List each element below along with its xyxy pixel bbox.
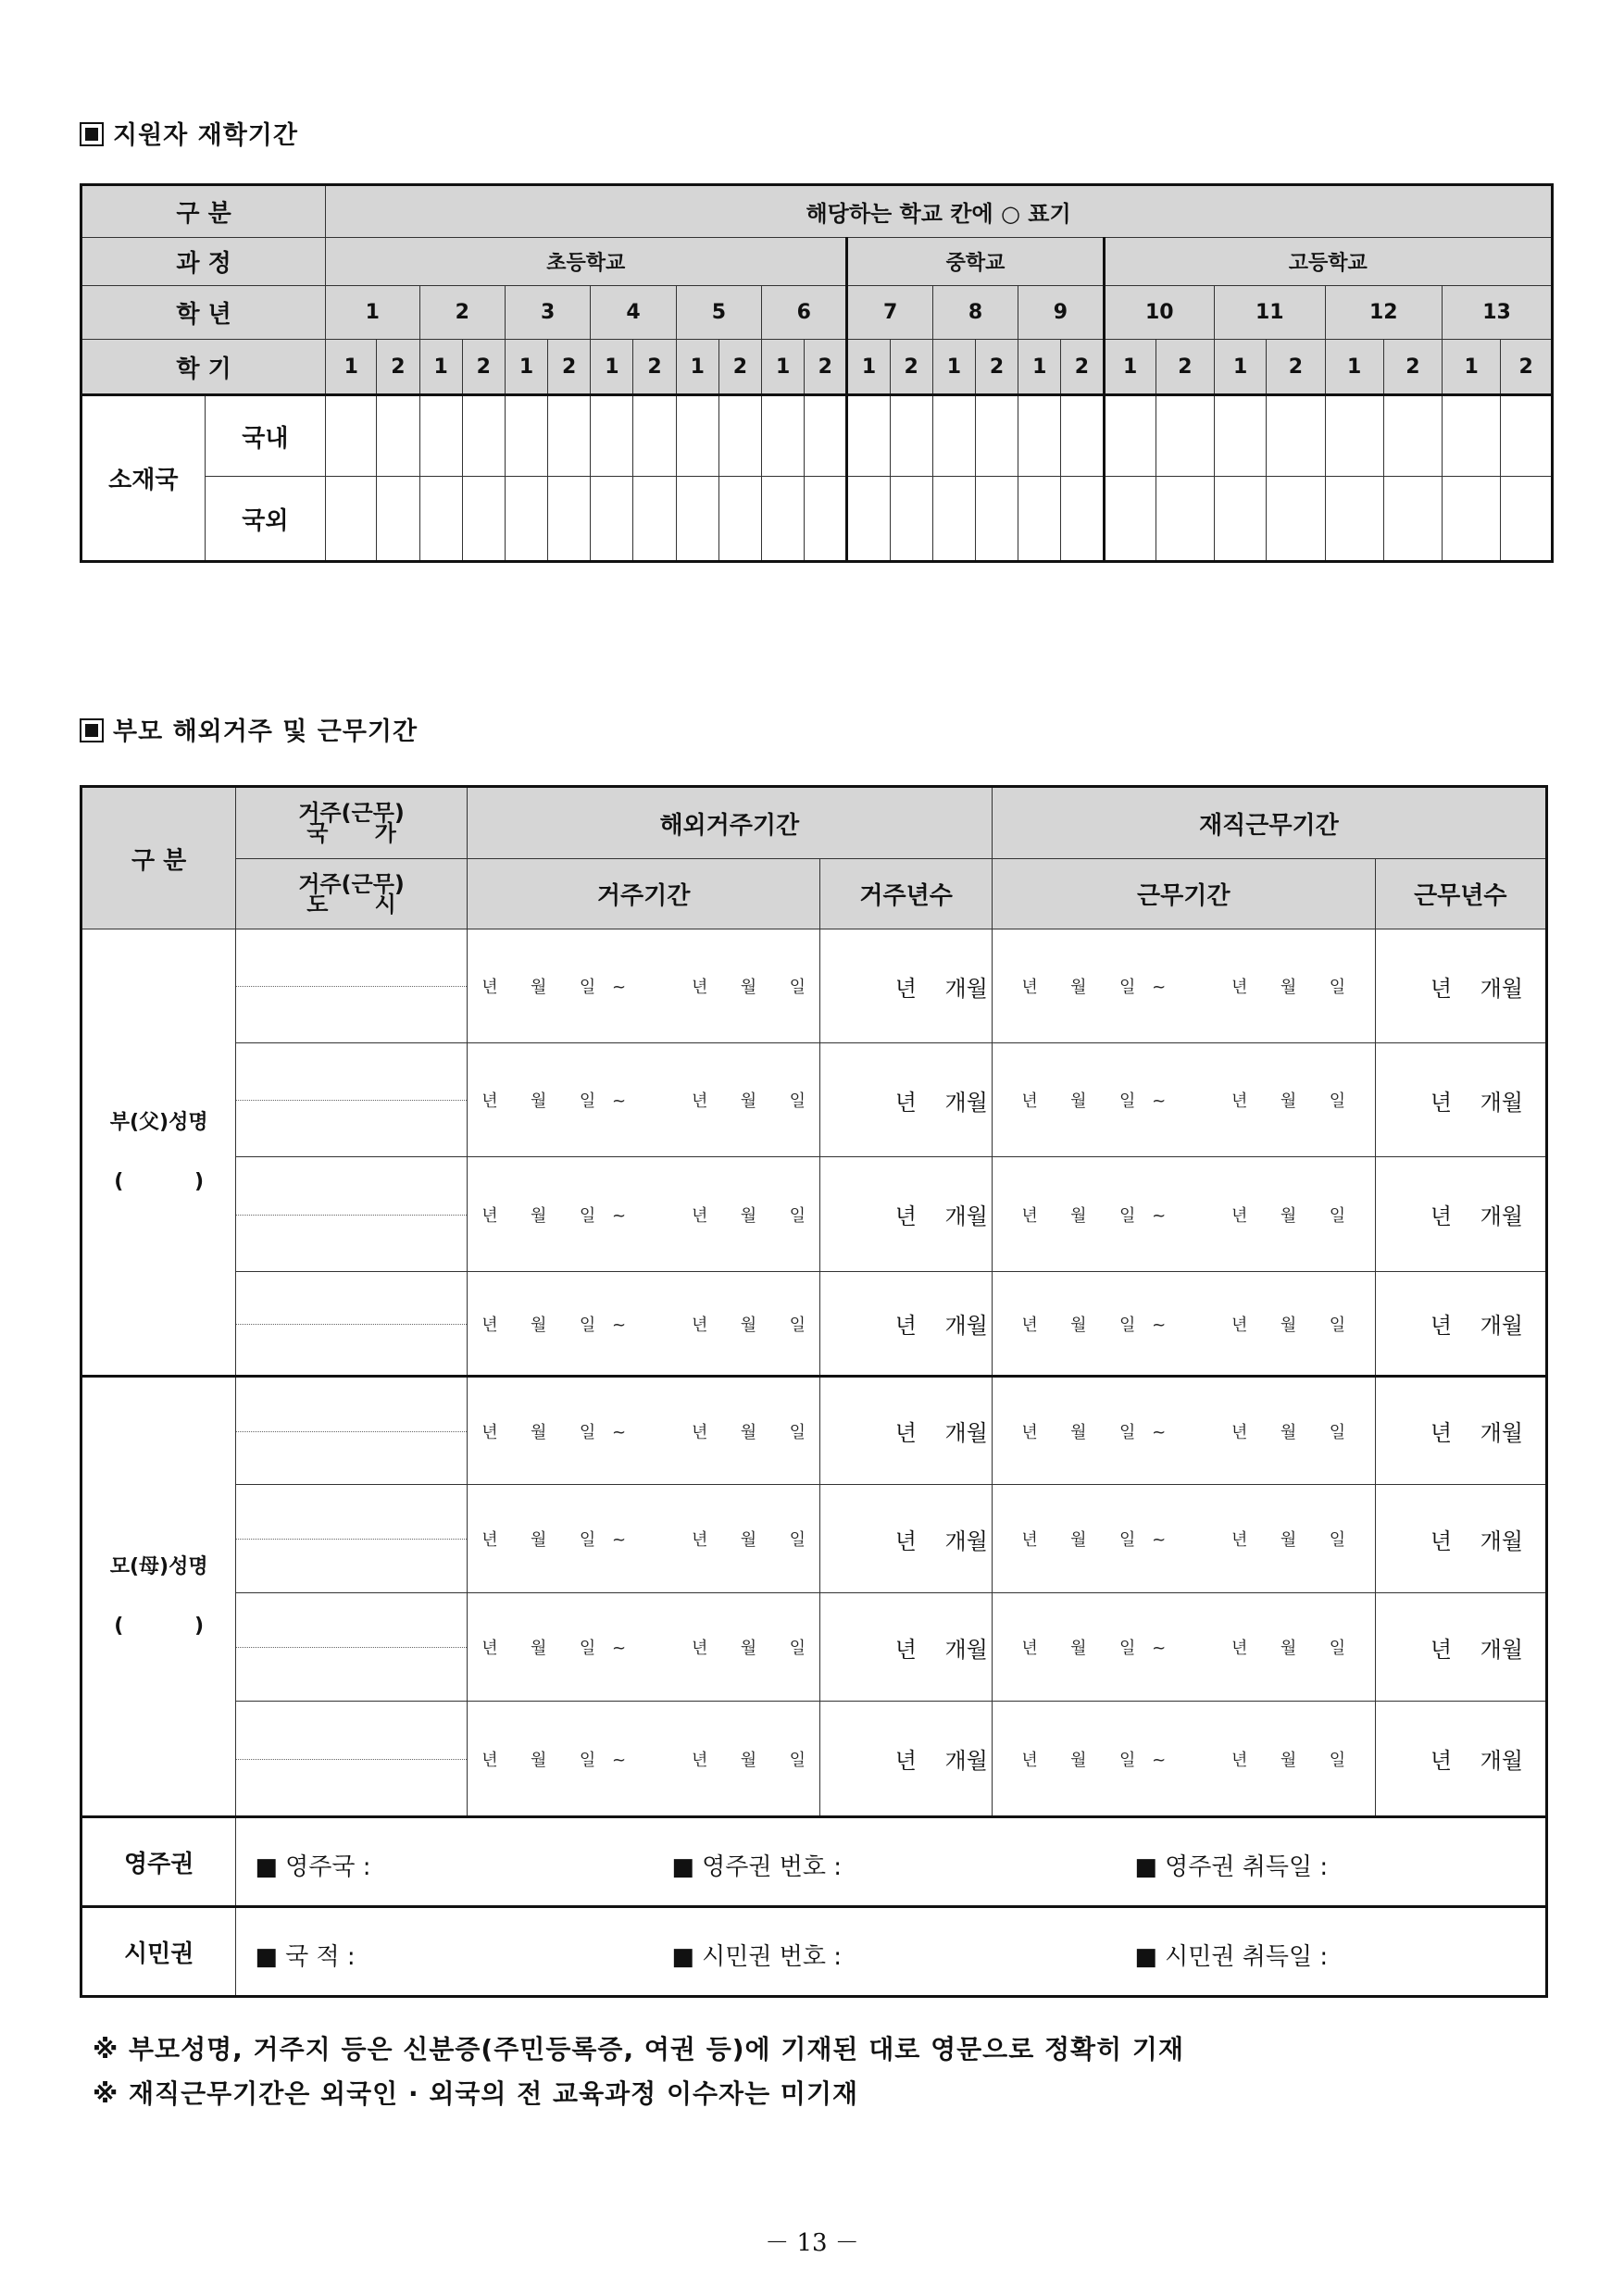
father-stay-period-2[interactable]	[467, 1043, 820, 1157]
father-stay-period-3[interactable]	[467, 1157, 820, 1272]
domestic-cell-1-1[interactable]	[326, 395, 377, 477]
father-work-years-1[interactable]	[1375, 929, 1546, 1043]
semester-7-2: 2	[890, 340, 932, 395]
father-work-years-2[interactable]	[1375, 1043, 1546, 1157]
page-number: － 13 －	[765, 2229, 859, 2257]
dotted-divider	[236, 986, 466, 987]
mother-stay-period-3[interactable]	[467, 1593, 820, 1702]
semester-12-1: 1	[1325, 340, 1383, 395]
domestic-cell-5-1[interactable]	[676, 395, 718, 477]
abroad-cell-9-1[interactable]	[1018, 477, 1061, 562]
domestic-cell-4-2[interactable]	[633, 395, 676, 477]
father-stay-years-1-text: 년 개월	[894, 975, 988, 1002]
mother-work-years-3-text: 년 개월	[1430, 1636, 1523, 1663]
father-stay-years-3[interactable]	[820, 1157, 992, 1272]
dotted-divider	[236, 1647, 466, 1648]
grade-11: 11	[1215, 286, 1326, 340]
father-work-period-2[interactable]	[992, 1043, 1375, 1157]
mother-stay-period-2[interactable]	[467, 1485, 820, 1593]
father-work-years-4[interactable]	[1375, 1272, 1546, 1377]
square-bullet-icon	[80, 122, 104, 146]
mother-stay-years-2[interactable]	[820, 1485, 992, 1593]
permanent-residency-fields	[236, 1817, 1547, 1907]
mother-country-city-input-3[interactable]	[236, 1593, 467, 1702]
mother-work-years-2-text: 년 개월	[1430, 1528, 1523, 1554]
domestic-label: 국내	[205, 395, 326, 477]
semester-1-1: 1	[326, 340, 377, 395]
semester-10-2: 2	[1156, 340, 1214, 395]
father-stay-years-3-text: 년 개월	[894, 1204, 988, 1229]
semester-3-2: 2	[548, 340, 591, 395]
domestic-cell-8-2[interactable]	[975, 395, 1018, 477]
work-years-header: 근무년수	[1375, 859, 1546, 929]
father-work-period-2-text: 년 월 일 ~ 년 월 일	[1021, 1091, 1346, 1111]
abroad-cell-9-2[interactable]	[1061, 477, 1104, 562]
abroad-cell-2-1[interactable]	[419, 477, 462, 562]
city-header-bottom: 도 시	[306, 891, 396, 917]
domestic-cell-7-2[interactable]	[890, 395, 932, 477]
instruction-header: 해당하는 학교 칸에 ○ 표기	[326, 185, 1553, 238]
abroad-cell-8-2[interactable]	[975, 477, 1018, 562]
abroad-cell-13-1[interactable]	[1443, 477, 1501, 562]
semester-6-1: 1	[762, 340, 805, 395]
mother-stay-years-4[interactable]	[820, 1702, 992, 1817]
mother-stay-period-4-text: 년 월 일 ~ 년 월 일	[481, 1750, 806, 1770]
mother-work-period-2[interactable]	[992, 1485, 1375, 1593]
father-work-period-1[interactable]	[992, 929, 1375, 1043]
semester-4-1: 1	[591, 340, 633, 395]
school-elementary: 초등학교	[326, 238, 847, 286]
father-work-years-4-text: 년 개월	[1430, 1313, 1523, 1339]
father-name-paren: ( )	[114, 1169, 204, 1193]
father-stay-years-4-text: 년 개월	[894, 1313, 988, 1339]
mother-stay-years-1[interactable]	[820, 1377, 992, 1485]
abroad-cell-8-1[interactable]	[932, 477, 975, 562]
semester-7-1: 1	[847, 340, 890, 395]
mother-work-years-2[interactable]	[1375, 1485, 1546, 1593]
abroad-cell-5-2[interactable]	[718, 477, 761, 562]
father-work-period-3[interactable]	[992, 1157, 1375, 1272]
domestic-cell-2-2[interactable]	[462, 395, 505, 477]
section-title-text: 지원자 재학기간	[113, 121, 298, 150]
father-stay-period-3-text: 년 월 일 ~ 년 월 일	[481, 1205, 806, 1226]
semester-6-2: 2	[805, 340, 847, 395]
permanent-residency-label: 영주권	[81, 1817, 236, 1907]
semester-8-1: 1	[932, 340, 975, 395]
mother-country-city-input-1[interactable]	[236, 1377, 467, 1485]
section-title-text: 부모 해외거주 및 근무기간	[113, 717, 418, 746]
domestic-cell-7-1[interactable]	[847, 395, 890, 477]
mother-stay-years-4-text: 년 개월	[894, 1748, 988, 1774]
domestic-cell-13-2[interactable]	[1501, 395, 1553, 477]
mother-work-period-4[interactable]	[992, 1702, 1375, 1817]
mother-work-years-1-text: 년 개월	[1430, 1420, 1523, 1446]
mother-country-city-input-2[interactable]	[236, 1485, 467, 1593]
father-stay-period-1[interactable]	[467, 929, 820, 1043]
semester-10-1: 1	[1104, 340, 1156, 395]
abroad-cell-10-1[interactable]	[1104, 477, 1156, 562]
semester-11-1: 1	[1215, 340, 1267, 395]
semester-5-1: 1	[676, 340, 718, 395]
dotted-divider	[236, 1539, 466, 1540]
mother-name-cell[interactable]	[81, 1377, 236, 1817]
domestic-cell-6-2[interactable]	[805, 395, 847, 477]
country-header-bottom: 국 가	[306, 820, 396, 846]
abroad-cell-7-1[interactable]	[847, 477, 890, 562]
permanent-country-field[interactable]: ■ 영주국 :	[255, 1853, 371, 1881]
citizenship-fields	[236, 1907, 1547, 1997]
dotted-divider	[236, 1100, 466, 1101]
abroad-cell-6-1[interactable]	[762, 477, 805, 562]
mother-work-period-3[interactable]	[992, 1593, 1375, 1702]
abroad-cell-10-2[interactable]	[1156, 477, 1214, 562]
city-header	[236, 859, 467, 929]
abroad-cell-12-2[interactable]	[1383, 477, 1442, 562]
country-label: 소재국	[81, 395, 206, 562]
mother-stay-years-2-text: 년 개월	[894, 1528, 988, 1554]
grade-7: 7	[847, 286, 932, 340]
grade-2: 2	[419, 286, 505, 340]
mother-stay-years-3-text: 년 개월	[894, 1636, 988, 1663]
abroad-cell-11-2[interactable]	[1267, 477, 1325, 562]
mother-stay-years-3[interactable]	[820, 1593, 992, 1702]
mother-stay-period-2-text: 년 월 일 ~ 년 월 일	[481, 1530, 806, 1550]
mother-work-period-1[interactable]	[992, 1377, 1375, 1485]
mother-stay-period-4[interactable]	[467, 1702, 820, 1817]
father-work-years-3[interactable]	[1375, 1157, 1546, 1272]
note-1: ※ 부모성명, 거주지 등은 신분증(주민등록증, 여권 등)에 기재된 대로 영문으로 정확히 기재	[93, 2034, 1185, 2064]
semester-2-2: 2	[462, 340, 505, 395]
mother-stay-years-1-text: 년 개월	[894, 1420, 988, 1446]
school-middle: 중학교	[847, 238, 1104, 286]
citizenship-date-field[interactable]: ■ 시민권 취득일 :	[1134, 1943, 1329, 1971]
father-work-period-4-text: 년 월 일 ~ 년 월 일	[1021, 1315, 1346, 1335]
grade-3: 3	[505, 286, 590, 340]
father-work-period-3-text: 년 월 일 ~ 년 월 일	[1021, 1205, 1346, 1226]
semester-9-1: 1	[1018, 340, 1061, 395]
father-country-city-input-3[interactable]	[236, 1157, 467, 1272]
father-name-cell[interactable]	[81, 929, 236, 1377]
domestic-cell-3-2[interactable]	[548, 395, 591, 477]
semester-4-2: 2	[633, 340, 676, 395]
father-work-years-3-text: 년 개월	[1430, 1204, 1523, 1229]
citizenship-label: 시민권	[81, 1907, 236, 1997]
permanent-number-field[interactable]: ■ 영주권 번호 :	[671, 1853, 843, 1881]
permanent-date-field[interactable]: ■ 영주권 취득일 :	[1134, 1853, 1329, 1881]
domestic-cell-3-1[interactable]	[505, 395, 547, 477]
grade-4: 4	[591, 286, 676, 340]
grade-8: 8	[932, 286, 1018, 340]
father-work-years-2-text: 년 개월	[1430, 1089, 1523, 1116]
grade-10: 10	[1104, 286, 1215, 340]
abroad-cell-6-2[interactable]	[805, 477, 847, 562]
abroad-cell-4-1[interactable]	[591, 477, 633, 562]
mother-work-period-2-text: 년 월 일 ~ 년 월 일	[1021, 1530, 1346, 1550]
mother-work-period-1-text: 년 월 일 ~ 년 월 일	[1021, 1422, 1346, 1442]
abroad-cell-13-2[interactable]	[1501, 477, 1553, 562]
father-stay-years-1[interactable]	[820, 929, 992, 1043]
father-name-label: 부(父)성명	[109, 1110, 208, 1134]
domestic-cell-9-2[interactable]	[1061, 395, 1104, 477]
father-country-city-input-2[interactable]	[236, 1043, 467, 1157]
grade-13: 13	[1443, 286, 1553, 340]
mother-work-years-4-text: 년 개월	[1430, 1748, 1523, 1774]
semester-header: 학 기	[81, 340, 326, 395]
domestic-cell-13-1[interactable]	[1443, 395, 1501, 477]
domestic-cell-8-1[interactable]	[932, 395, 975, 477]
mother-work-years-1[interactable]	[1375, 1377, 1546, 1485]
course-header: 과 정	[81, 238, 326, 286]
father-work-period-4[interactable]	[992, 1272, 1375, 1377]
semester-8-2: 2	[975, 340, 1018, 395]
domestic-cell-11-2[interactable]	[1267, 395, 1325, 477]
semester-3-1: 1	[505, 340, 547, 395]
semester-9-2: 2	[1061, 340, 1104, 395]
citizenship-number-field[interactable]: ■ 시민권 번호 :	[671, 1943, 843, 1971]
domestic-cell-5-2[interactable]	[718, 395, 761, 477]
stay-years-header: 거주년수	[820, 859, 992, 929]
mother-work-years-3[interactable]	[1375, 1593, 1546, 1702]
father-stay-years-4[interactable]	[820, 1272, 992, 1377]
mother-work-years-4[interactable]	[1375, 1702, 1546, 1817]
abroad-cell-3-1[interactable]	[505, 477, 547, 562]
father-work-years-1-text: 년 개월	[1430, 975, 1523, 1002]
residence-period-header: 해외거주기간	[467, 787, 992, 859]
stay-period-header: 거주기간	[467, 859, 820, 929]
abroad-cell-5-1[interactable]	[676, 477, 718, 562]
abroad-cell-7-2[interactable]	[890, 477, 932, 562]
abroad-label: 국외	[205, 477, 326, 562]
mother-work-period-3-text: 년 월 일 ~ 년 월 일	[1021, 1639, 1346, 1658]
dotted-divider	[236, 1759, 466, 1760]
mother-name-label: 모(母)성명	[109, 1554, 208, 1578]
domestic-cell-10-2[interactable]	[1156, 395, 1214, 477]
country-header-top: 거주(근무)	[298, 800, 405, 826]
grade-9: 9	[1018, 286, 1104, 340]
grade-12: 12	[1325, 286, 1443, 340]
father-stay-years-2-text: 년 개월	[894, 1089, 988, 1116]
domestic-cell-10-1[interactable]	[1104, 395, 1156, 477]
city-header-top: 거주(근무)	[298, 870, 405, 897]
work-term-header: 근무기간	[992, 859, 1375, 929]
semester-2-1: 1	[419, 340, 462, 395]
category-header: 구 분	[81, 787, 236, 929]
domestic-cell-9-1[interactable]	[1018, 395, 1061, 477]
semester-12-2: 2	[1383, 340, 1442, 395]
dotted-divider	[236, 1215, 466, 1216]
dotted-divider	[236, 1431, 466, 1432]
semester-1-2: 2	[377, 340, 419, 395]
abroad-cell-1-1[interactable]	[326, 477, 377, 562]
school-high: 고등학교	[1104, 238, 1552, 286]
dotted-divider	[236, 1324, 466, 1325]
square-bullet-icon	[80, 718, 104, 742]
mother-stay-period-1-text: 년 월 일 ~ 년 월 일	[481, 1422, 806, 1442]
domestic-cell-4-1[interactable]	[591, 395, 633, 477]
father-stay-period-1-text: 년 월 일 ~ 년 월 일	[481, 978, 806, 997]
grade-1: 1	[326, 286, 419, 340]
domestic-cell-6-1[interactable]	[762, 395, 805, 477]
note-2: ※ 재직근무기간은 외국인 · 외국의 전 교육과정 이수자는 미기재	[93, 2078, 859, 2109]
father-stay-period-4-text: 년 월 일 ~ 년 월 일	[481, 1315, 806, 1335]
abroad-cell-12-1[interactable]	[1325, 477, 1383, 562]
nationality-field[interactable]: ■ 국 적 :	[255, 1943, 356, 1971]
abroad-cell-4-2[interactable]	[633, 477, 676, 562]
abroad-cell-2-2[interactable]	[462, 477, 505, 562]
enrollment-table	[80, 183, 1554, 563]
section-title-enrollment	[80, 115, 298, 151]
mother-country-city-input-4[interactable]	[236, 1702, 467, 1817]
father-stay-period-4[interactable]	[467, 1272, 820, 1377]
abroad-cell-1-2[interactable]	[377, 477, 419, 562]
work-period-header: 재직근무기간	[992, 787, 1546, 859]
domestic-cell-11-1[interactable]	[1215, 395, 1267, 477]
father-work-period-1-text: 년 월 일 ~ 년 월 일	[1021, 978, 1346, 997]
semester-13-2: 2	[1501, 340, 1553, 395]
grade-6: 6	[762, 286, 847, 340]
domestic-cell-1-2[interactable]	[377, 395, 419, 477]
domestic-cell-12-2[interactable]	[1383, 395, 1442, 477]
country-header	[236, 787, 467, 859]
abroad-cell-3-2[interactable]	[548, 477, 591, 562]
grade-header: 학 년	[81, 286, 326, 340]
semester-11-2: 2	[1267, 340, 1325, 395]
father-stay-years-2[interactable]	[820, 1043, 992, 1157]
abroad-cell-11-1[interactable]	[1215, 477, 1267, 562]
mother-work-period-4-text: 년 월 일 ~ 년 월 일	[1021, 1750, 1346, 1770]
mother-stay-period-1[interactable]	[467, 1377, 820, 1485]
grade-5: 5	[676, 286, 761, 340]
domestic-cell-12-1[interactable]	[1325, 395, 1383, 477]
father-stay-period-2-text: 년 월 일 ~ 년 월 일	[481, 1091, 806, 1111]
mother-name-paren: ( )	[114, 1614, 204, 1638]
category-header: 구 분	[81, 185, 326, 238]
semester-5-2: 2	[718, 340, 761, 395]
section-title-parents	[80, 711, 418, 747]
father-country-city-input-1[interactable]	[236, 929, 467, 1043]
domestic-cell-2-1[interactable]	[419, 395, 462, 477]
father-country-city-input-4[interactable]	[236, 1272, 467, 1377]
mother-stay-period-3-text: 년 월 일 ~ 년 월 일	[481, 1639, 806, 1658]
parents-residence-table	[80, 785, 1548, 1998]
semester-13-1: 1	[1443, 340, 1501, 395]
